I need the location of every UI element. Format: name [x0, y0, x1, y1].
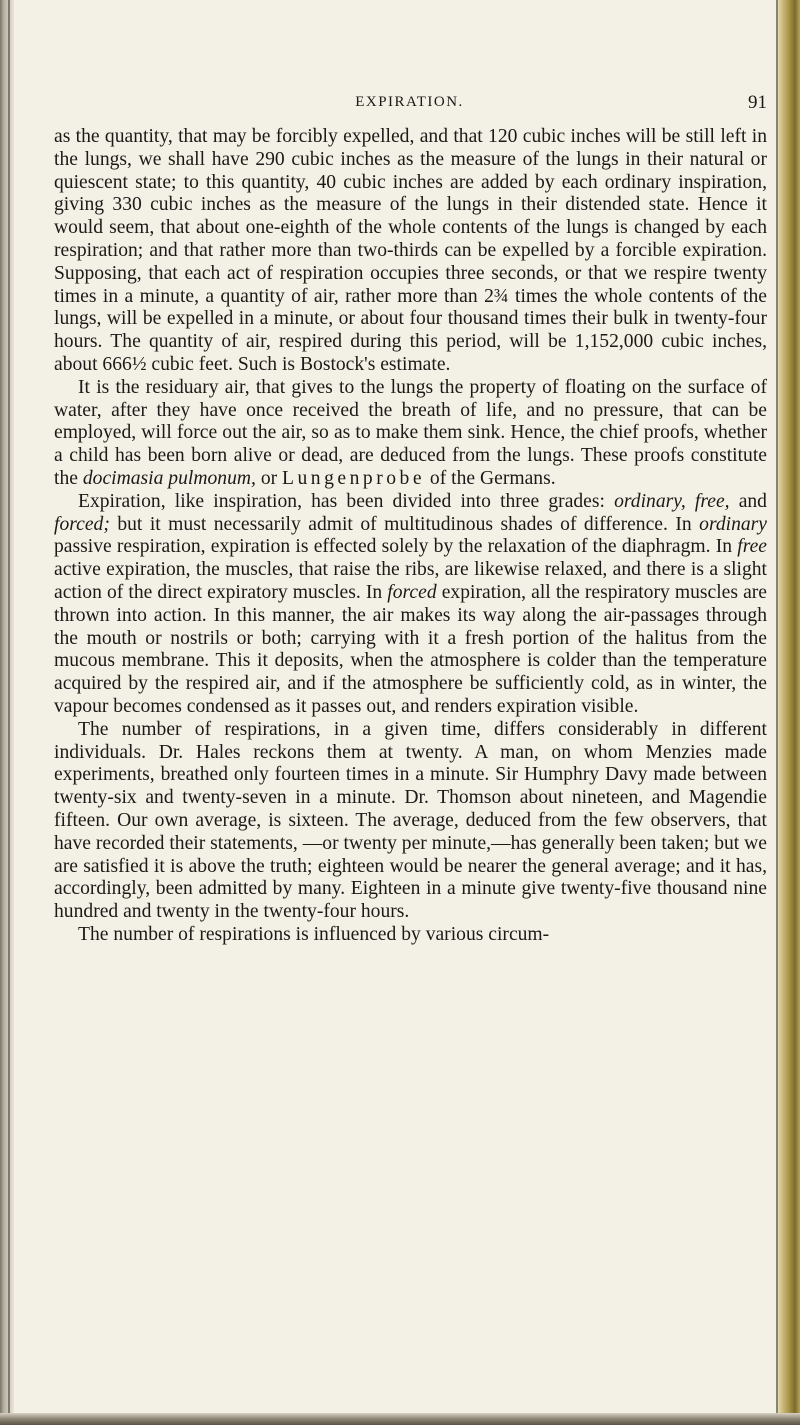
text-run: The number of respirations is influenced by various circum- [78, 923, 550, 945]
text-run: or [255, 467, 283, 489]
text-run: active expiration, the muscles, that raise the ribs, are likewise relaxed, and there is a slight action of the direct expiratory muscles. In [54, 559, 767, 603]
page-header [52, 92, 767, 116]
text-run: passive respiration, expiration is effected solely by the relaxation of the diaphragm. In [54, 536, 738, 558]
running-head: EXPIRATION. [355, 94, 464, 110]
paragraph [54, 719, 767, 924]
paragraph [54, 924, 767, 947]
italic-run: ordinary, free, [614, 490, 730, 512]
letterspaced-run: Lungenprobe [282, 467, 426, 489]
text-run: of the Germans. [425, 467, 556, 489]
text-run: as the quantity, that may be forcibly expelled, and that 120 cubic inches will be still left in the lungs, we shall have 290 cubic inches as the measure of the lungs in their natural or quiescent state; to this quantity, 40 cubic inches are added by each ordinary inspiration, giving 330 cubic inches as the measure of the lungs in their distended state. Hence it would seem, that about one-eighth of the whole contents of the lungs is changed by each respiration; and that rather more than two-thirds can be expelled by a forcible expiration. Supposing, that each act of respiration occupies three seconds, or that we respire twenty times in a minute, a quantity of air, rather more than 2¾ times the whole contents of the lungs, will be expelled in a minute, or about four thousand times their bulk in twenty-four hours. The quantity of air, respired during this period, will be 1,152,000 cubic inches, about 666½ cubic feet. Such is Bostock's estimate. [54, 126, 767, 375]
paragraph [54, 491, 767, 719]
body-text [54, 126, 767, 947]
text-run: It is the residuary air, that gives to the lungs the property of floating on the surface of water, after they have once received the breath of life, and no pressure, that can be employed, will force out the air, so as to make them sink. Hence, the chief proofs, whether a child has been born alive or dead, are deduced from the lungs. These proofs constitute the [54, 376, 767, 489]
italic-run: forced; [54, 513, 110, 535]
page-number: 91 [748, 92, 767, 113]
text-run: and [729, 490, 767, 512]
page-left-rule [8, 0, 10, 1425]
paragraph [54, 126, 767, 377]
paragraph [54, 377, 767, 491]
text-run: expiration, all the respiratory muscles are thrown into action. In this manner, the air makes its way along the air-passages through the mouth or nostrils or both; carrying with it a fresh portion of the halitus from the mucous membrane. This it deposits, when the atmosphere is colder than the temperature acquired by the respired air, and if the atmosphere be sufficiently cold, as in winter, the vapour becomes condensed as it passes out, and renders expiration visible. [54, 581, 767, 717]
italic-run: docimasia pulmonum, [82, 467, 256, 489]
italic-run: free [737, 536, 767, 558]
book-binding-edge [778, 0, 800, 1425]
text-run: The number of respirations, in a given time, differs considerably in different individuals. Dr. Hales reckons them at twenty. A man, on whom Menzies made experiments, breathed only fourteen times in a minute. Sir Humphry Davy made between twenty-six and twenty-seven in a minute. Dr. Thomson about nineteen, and Magendie fifteen. Our own average, is sixteen. The average, deduced from the few observers, that have recorded their statements, —or twenty per minute,—has generally been taken; but we are satisfied it is above the truth; eighteen would be nearer the general average; and it has, accordingly, been admitted by many. Eighteen in a minute give twenty-five thousand nine hundred and twenty in the twenty-four hours. [54, 718, 767, 923]
text-run: Expiration, like inspiration, has been divided into three grades: [78, 490, 615, 512]
page-bottom-edge [0, 1413, 800, 1425]
italic-run: ordinary [699, 513, 767, 535]
italic-run: forced [387, 581, 437, 603]
text-run: but it must necessarily admit of multitudinous shades of difference. In [109, 513, 700, 535]
page-left-shadow [0, 0, 14, 1425]
